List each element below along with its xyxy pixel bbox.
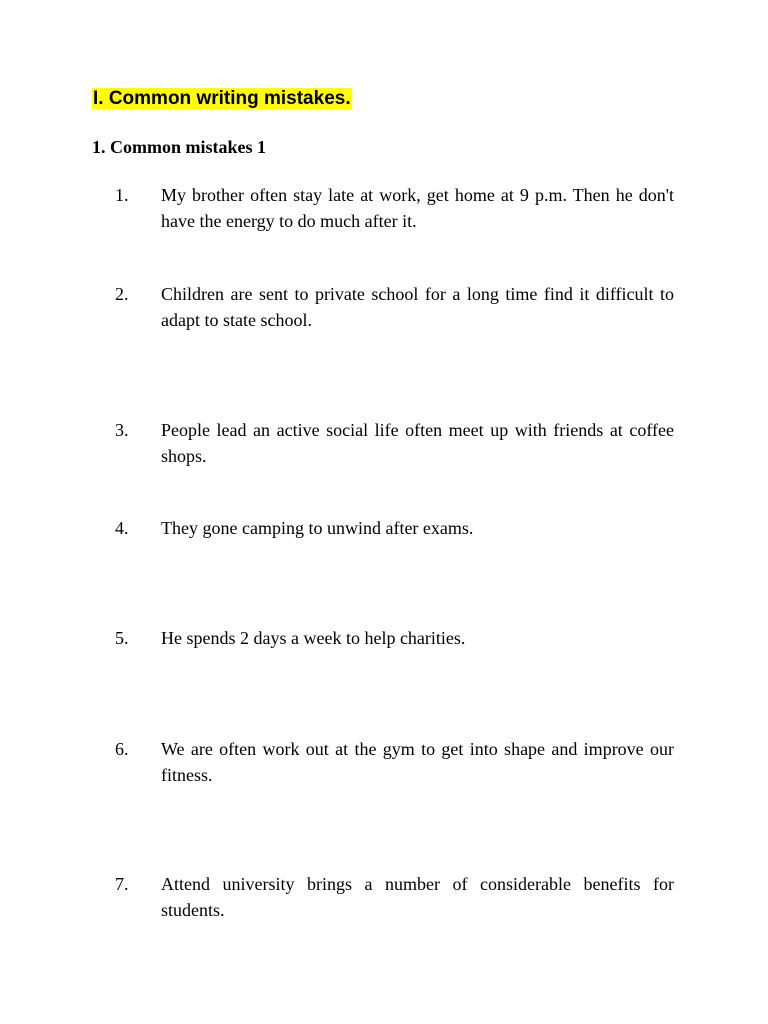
list-item	[115, 182, 674, 234]
list-item-number: 1.	[115, 185, 129, 205]
subsection-title: 1. Common mistakes 1	[92, 137, 266, 157]
list-item	[115, 871, 674, 923]
list-item-text: We are often work out at the gym to get into shape and improve our fitness.	[161, 739, 674, 785]
list-item-text: Children are sent to private school for a long time find it difficult to adapt to state school.	[161, 284, 674, 330]
list-item	[115, 736, 674, 788]
section-title	[92, 87, 352, 111]
list-item-text: He spends 2 days a week to help charities.	[161, 628, 466, 648]
list-item	[115, 281, 674, 333]
list-item-number: 7.	[115, 874, 129, 894]
list-item	[115, 515, 674, 541]
list-item-number: 2.	[115, 284, 129, 304]
list-item-number: 3.	[115, 420, 129, 440]
list-item	[115, 625, 674, 651]
list-item-number: 4.	[115, 518, 129, 538]
list-item-text: Attend university brings a number of considerable benefits for students.	[161, 874, 674, 920]
list-item-text: My brother often stay late at work, get home at 9 p.m. Then he don't have the energy to do much after it.	[161, 185, 674, 231]
list-item-number: 5.	[115, 628, 129, 648]
list-item-text: They gone camping to unwind after exams.	[161, 518, 474, 538]
list-item	[115, 417, 674, 469]
section-title-text: I. Common writing mistakes.	[93, 88, 351, 109]
list-item-text: People lead an active social life often meet up with friends at coffee shops.	[161, 420, 674, 466]
list-item-number: 6.	[115, 739, 129, 759]
